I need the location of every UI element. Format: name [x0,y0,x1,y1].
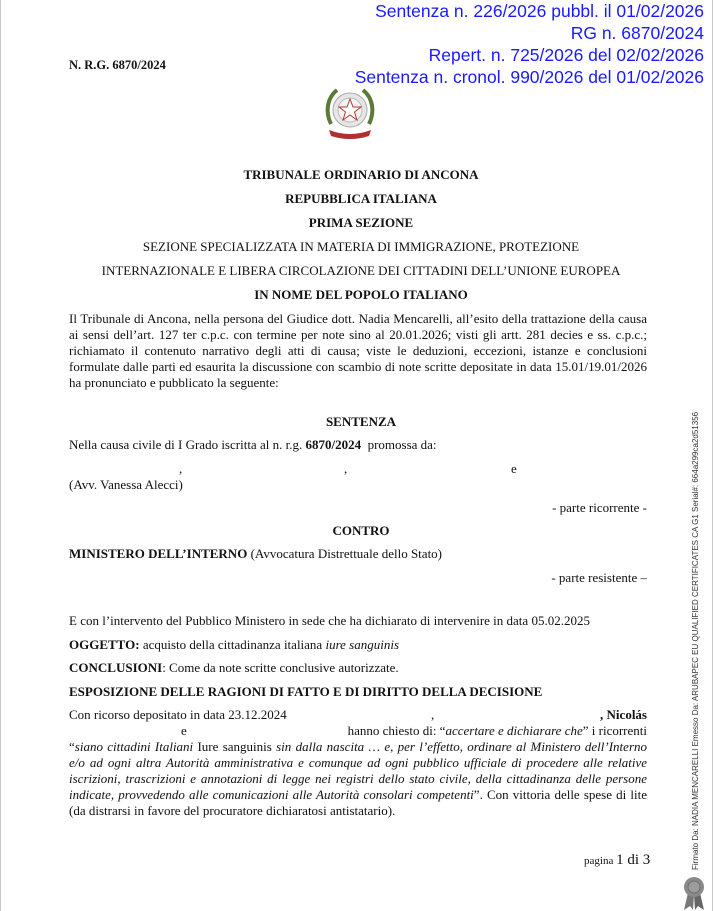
redacted-separator: , [179,461,183,476]
in-nome-heading: IN NOME DEL POPOLO ITALIANO [254,287,468,302]
resistente-counsel: (Avvocatura Distrettuale dello Stato) [247,546,443,561]
republic-heading: REPUBBLICA ITALIANA [285,191,437,206]
ricorrenti-lawyer: (Avv. Vanessa Alecci) [69,477,183,492]
oggetto-text: acquisto della cittadinanza italiana [139,637,326,652]
specialized-section-line2: INTERNAZIONALE E LIBERA CIRCOLAZIONE DEI CITTADINI DELL’UNIONE EUROPEA [101,263,621,278]
resistente-name: MINISTERO DELL’INTERNO [69,546,248,561]
redacted-separator: e [511,461,517,476]
request-prefix: hanno chiesto di: “ [347,723,446,738]
conclusioni-line [69,660,647,676]
oggetto-label: OGGETTO: [69,637,140,652]
ricorso-date: Con ricorso depositato in data 23.12.2024 [69,707,287,722]
stamp-line-rg: RG n. 6870/2024 [570,23,704,43]
quote-normal-1: Iure sanguinis [193,739,277,754]
resistente-line [69,546,647,562]
conclusioni-text: : Come da note scritte conclusive autorizzate. [162,660,399,675]
causa-line [69,437,647,453]
intro-paragraph: Il Tribunale di Ancona, nella persona del Giudice dott. Nadia Mencarelli, all’esito della trattazione della causa ai sensi dell’art. 127 ter c.p.c. con termine per note sino al 20.01.2026; visti gli artt. 281 decies e ss. c.p.c.; richiamato il contenuto narrativo degli atti di causa; viste le deduzioni, eccezioni, istanze e conclusioni formulate dalle parti ed esaurita la discussione con scambio di note scritte depositate in data 15.01/19.01/2026 ha pronunciato e pubblicato la seguente: [69,311,647,390]
esposizione-title: ESPOSIZIONE DELLE RAGIONI DI FATTO E DI DIRITTO DELLA DECISIONE [69,684,543,699]
redacted-separator: , [344,461,348,476]
causa-prefix: Nella causa civile di I Grado iscritta al n. r.g. [69,437,306,452]
oggetto-line [69,637,647,653]
quote-open: “ [69,739,75,754]
parte-resistente-label: - parte resistente – [551,570,647,585]
section-heading: PRIMA SEZIONE [308,215,414,230]
stamp-line-sentenza: Sentenza n. 226/2026 pubbl. il 01/02/2026 [375,1,704,21]
causa-suffix: promossa da: [361,437,437,452]
quote-normal-2: ”. Con vittoria delle spese di lite (da distrarsi in favore del procuratore dichiaratosi antistatario). [69,787,647,818]
case-number: N. R.G. 6870/2024 [69,58,166,72]
signature-seal-icon [681,875,707,911]
redacted-separator: , [431,707,435,722]
oggetto-italic: iure sanguinis [325,637,400,652]
esposizione-line1 [69,707,647,723]
court-name: TRIBUNALE ORDINARIO DI ANCONA [243,167,479,182]
stamp-line-repert: Repert. n. 725/2026 del 02/02/2026 [428,45,704,65]
request-suffix: ” i ricorrenti [582,723,647,738]
quote-italic-1: siano cittadini Italiani [74,739,194,754]
stamp-line-cronol: Sentenza n. cronol. 990/2026 del 01/02/2026 [354,67,704,87]
pm-intervention: E con l’intervento del Pubblico Ministero in sede che ha dichiarato di intervenire in data 05.02.2025 [69,613,590,628]
quote-italic-2: sin dalla nascita … e, per l’effetto, ordinare al Ministero dell’Interno e/o ad ogni altra Autorità amministrativa e comunque ad ogni pubblico ufficiale di procedere alle relative iscrizioni, trascrizioni e annotazioni di legge nei registri dello stato civile, della cittadinanza delle persone indicate, provvedendo alle comunicazioni alle Autorità consolari competenti [69,739,648,802]
registry-stamp [355,0,704,88]
causa-rg: 6870/2024 [305,437,362,452]
digital-signature-text: Firmato Da: NADIA MENCARELLI Emesso Da: ARUBAPEC EU QUALIFIED CERTIFICATES CA G1 Serial#: 664a299ca2d51356 [691,411,700,870]
esposizione-paragraph [69,739,647,819]
parte-ricorrente-label: - parte ricorrente - [552,500,647,515]
sentenza-title: SENTENZA [325,414,397,429]
request-italic: accertare e dichiarare che [445,723,583,738]
redacted-separator: e [181,723,187,738]
italian-republic-emblem-icon [323,84,377,142]
conclusioni-label: CONCLUSIONI [69,660,163,675]
specialized-section-line1: SEZIONE SPECIALIZZATA IN MATERIA DI IMMIGRAZIONE, PROTEZIONE [142,239,580,254]
ricorrente-name: , Nicolás [600,707,647,722]
contro-heading: CONTRO [332,523,390,538]
page-footer [584,852,650,869]
page-label: pagina [584,855,617,867]
page-number: 1 di 3 [616,852,651,868]
